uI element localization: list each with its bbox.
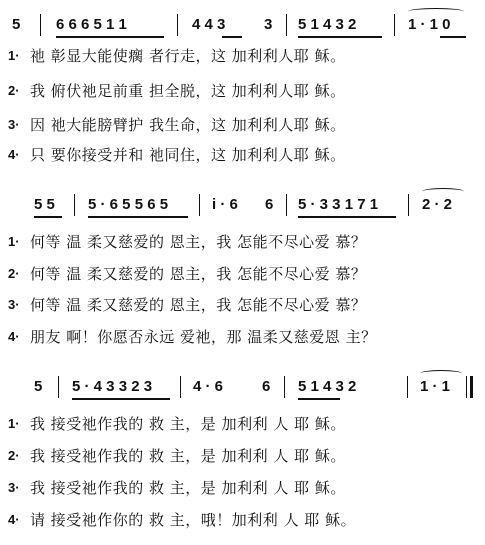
lyric: 请 接受祂作你的 救 主，哦！加利利 人 耶 稣。 [30, 511, 357, 529]
lyric: 何等 温 柔又慈爱的 恩主，我 怎能不尽心爱 慕？ [30, 233, 367, 251]
verse-line [0, 79, 485, 103]
barline [58, 376, 59, 398]
barline [180, 376, 181, 398]
tie [408, 8, 464, 15]
measure: i · 6 [212, 196, 238, 213]
beam [34, 216, 62, 218]
barline [40, 14, 41, 36]
measure: 4 · 6 [193, 378, 224, 395]
verse-number: 2· [8, 448, 20, 463]
measure: 6 6 6 5 1 1 [56, 16, 127, 33]
lyric: 只 要你接受并和 祂同住，这 加利利人耶 稣。 [30, 146, 346, 164]
verse-number: 3· [8, 297, 20, 312]
notation-line-3 [0, 376, 485, 398]
lyric: 因 祂大能膀臂护 我生命，这 加利利人耶 稣。 [30, 116, 346, 134]
verse-line [0, 44, 485, 68]
beam [88, 216, 188, 218]
measure: 5 · 3 3 1 7 1 [298, 196, 379, 213]
measure: 5 1 4 3 2 [298, 16, 357, 33]
verse-line [0, 113, 485, 137]
final-barline [470, 376, 473, 398]
measure: 3 [264, 16, 273, 33]
lyric: 我 俯伏祂足前重 担全脱，这 加利利人耶 稣。 [30, 82, 346, 100]
notation-line-2 [0, 194, 485, 216]
tie [422, 188, 464, 195]
verse-number: 3· [8, 117, 20, 132]
final-barline-thin [466, 376, 467, 398]
verse-line [0, 293, 485, 317]
verse-line [0, 444, 485, 468]
measure: 5 · 4 3 3 2 3 [72, 378, 153, 395]
barline [407, 376, 408, 398]
verse-number: 2· [8, 83, 20, 98]
barline [199, 194, 200, 216]
lyric: 我 接受祂作我的 救 主，是 加利利 人 耶 稣。 [30, 415, 346, 433]
verse-number: 4· [8, 147, 20, 162]
beam [56, 36, 164, 38]
barline [286, 14, 287, 36]
verse-line [0, 262, 485, 286]
verse-line [0, 230, 485, 254]
measure-pickup: 5 [34, 378, 43, 395]
barline [284, 376, 285, 398]
barline [408, 194, 409, 216]
beam [222, 36, 242, 38]
beam [72, 398, 170, 400]
lyric: 祂 彰显大能使瘸 者行走，这 加利利人耶 稣。 [30, 47, 346, 65]
notation-line-1 [0, 14, 485, 36]
beam [298, 216, 396, 218]
verse-number: 3· [8, 480, 20, 495]
verse-number: 1· [8, 416, 20, 431]
beam [298, 398, 340, 400]
lyric: 何等 温 柔又慈爱的 恩主，我 怎能不尽心爱 慕？ [30, 296, 367, 314]
measure: 6 [265, 196, 274, 213]
barline [394, 14, 395, 36]
measure-pickup: 5 5 [34, 196, 55, 213]
verse-line [0, 325, 485, 349]
barline [74, 194, 75, 216]
verse-number: 1· [8, 48, 20, 63]
lyric: 我 接受祂作我的 救 主，是 加利利 人 耶 稣。 [30, 479, 346, 497]
measure: 2 · 2 [422, 196, 453, 213]
verse-number: 1· [8, 234, 20, 249]
verse-line [0, 508, 485, 532]
barline [177, 14, 178, 36]
verse-line [0, 412, 485, 436]
measure: 1 · 1 0 [408, 16, 451, 33]
measure-pickup: 5 [12, 16, 21, 33]
verse-line [0, 476, 485, 500]
verse-number: 2· [8, 266, 20, 281]
beam [298, 36, 382, 38]
measure: 4 4 3 [192, 16, 226, 33]
lyric: 朋友 啊！你愿否永远 爱祂，那 温柔又慈爱恩 主？ [30, 328, 377, 346]
tie [420, 370, 462, 377]
lyric: 我 接受祂作我的 救 主，是 加利利 人 耶 稣。 [30, 447, 346, 465]
measure: 5 · 6 5 5 6 5 [88, 196, 169, 213]
measure: 6 [262, 378, 271, 395]
verse-line [0, 143, 485, 167]
measure: 5 1 4 3 2 [298, 378, 357, 395]
verse-number: 4· [8, 329, 20, 344]
verse-number: 4· [8, 512, 20, 527]
barline [286, 194, 287, 216]
lyric: 何等 温 柔又慈爱的 恩主，我 怎能不尽心爱 慕？ [30, 265, 367, 283]
measure: 1 · 1 [420, 378, 451, 395]
beam [440, 36, 466, 38]
